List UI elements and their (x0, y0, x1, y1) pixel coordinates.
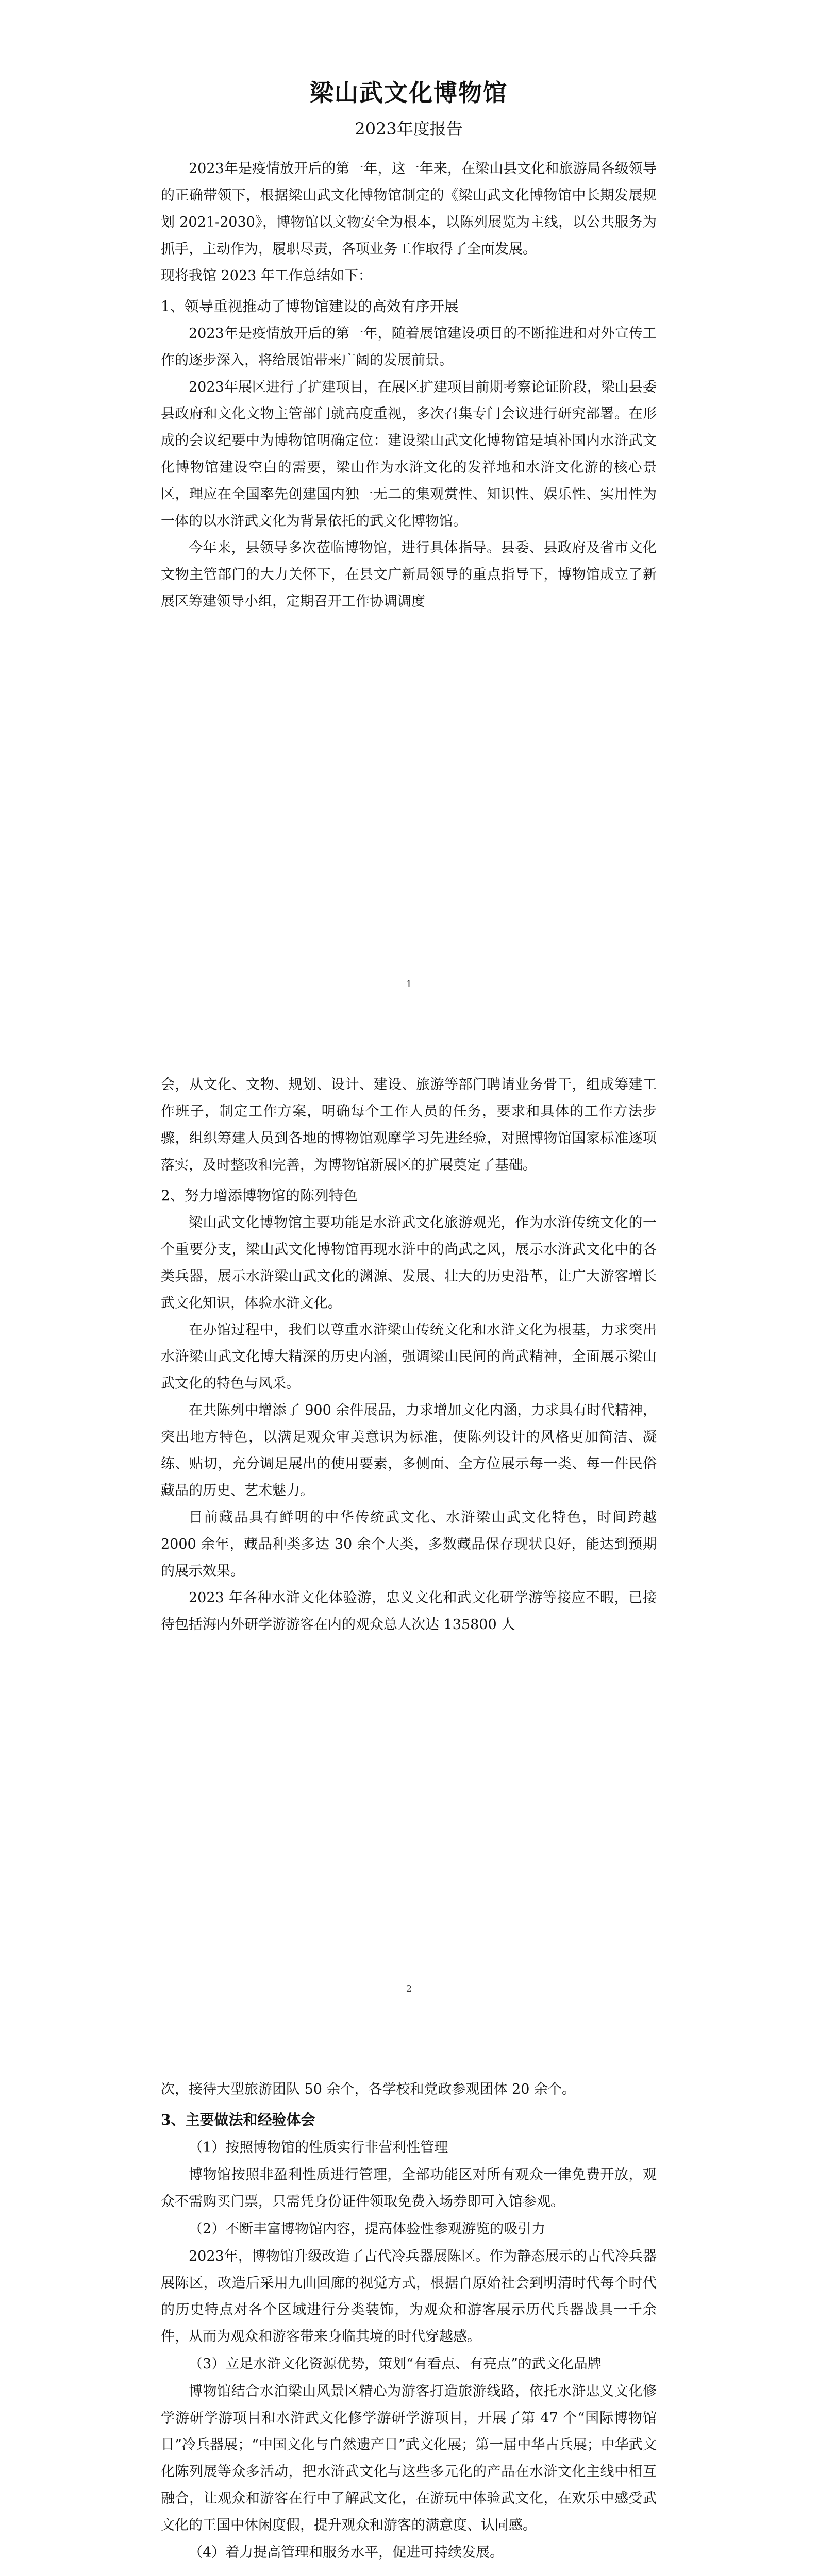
paragraph: 在办馆过程中，我们以尊重水浒梁山传统文化和水浒文化为根基，力求突出水浒梁山武文化博大精深的历史内涵，强调梁山民间的尚武精神，全面展示梁山武文化的特色与风采。 (161, 1322, 657, 1392)
paragraph: 次，接待大型旅游团队 50 余个，各学校和党政参观团体 20 余个。 (161, 2081, 576, 2097)
paragraph: 现将我馆 2023 年工作总结如下： (161, 268, 372, 284)
paragraph: 2023年展区进行了扩建项目，在展区扩建项目前期考察论证阶段，梁山县委县政府和文化文物主管部门就高度重视，多次召集专门会议进行研究部署。在形成的会议纪要中为博物馆明确定位：建设梁山武文化博物馆是填补国内水浒武文化博物馆建设空白的需要，梁山作为水浒文化的发祥地和水浒文化游的核心景区，理应在全国率先创建国内独一无二的集观赏性、知识性、娱乐性、实用性为一体的以水浒武文化为背景依托的武文化博物馆。 (161, 379, 657, 529)
subsection-heading: （1）按照博物馆的性质实行非营利性管理 (189, 2140, 448, 2156)
paragraph: 会，从文化、文物、规划、设计、建设、旅游等部门聘请业务骨干，组成筹建工作班子，制定工作方案，明确每个工作人员的任务，要求和具体的工作方法步骤，组织筹建人员到各地的博物馆观摩学习先进经验，对照博物馆国家标准逐项落实，及时整改和完善，为博物馆新展区的扩展奠定了基础。 (161, 1077, 657, 1173)
paragraph: 2023 年各种水浒文化体验游，忠义文化和武文化研学游等接应不暇，已接待包括海内外研学游游客在内的观众总人次达 135800 人 (161, 1590, 657, 1633)
section-heading: 1、领导重视推动了博物馆建设的高效有序开展 (161, 298, 459, 315)
report-page-3 (0, 2014, 818, 2576)
paragraph: 今年来，县领导多次莅临博物馆，进行具体指导。县委、县政府及省市文化文物主管部门的大力关怀下，在县文广新局领导的重点指导下，博物馆成立了新展区筹建领导小组，定期召开工作协调调度 (161, 540, 657, 609)
paragraph: 2023年是疫情放开后的第一年，随着展馆建设项目的不断推进和对外宣传工作的逐步深入，将给展馆带来广阔的发展前景。 (161, 326, 657, 368)
page-number: 1 (406, 979, 412, 990)
subsection-heading: （4）着力提高管理和服务水平，促进可持续发展。 (189, 2545, 504, 2561)
section-heading: 2、努力增添博物馆的陈列特色 (161, 1187, 358, 1204)
paragraph: 目前藏品具有鲜明的中华传统武文化、水浒梁山武文化特色，时间跨越 2000 余年，藏品种类多达 30 余个大类，多数藏品保存现状良好，能达到预期的展示效果。 (161, 1510, 657, 1579)
paragraph: 博物馆按照非盈利性质进行管理，全部功能区对所有观众一律免费开放，观众不需购买门票，只需凭身份证件领取免费入场券即可入馆参观。 (161, 2167, 657, 2210)
report-page-1 (0, 0, 818, 1010)
paragraph: 博物馆结合水泊梁山风景区精心为游客打造旅游线路，依托水浒忠义文化修学游研学游项目和水浒武文化修学游研学游项目，开展了第 47 个“国际博物馆日”冷兵器展；“中国文化与自然遗产日”武文化展；第一届中华古兵展；中华武文化陈列展等众多活动，把水浒武文化与这些多元化的产品在水浒文化主线中相互融合，让观众和游客在行中了解武文化，在游玩中体验武文化，在欢乐中感受武文化的王国中休闲度假，提升观众和游客的满意度、认同感。 (161, 2383, 657, 2533)
paragraph: 在共陈列中增添了 900 余件展品，力求增加文化内涵，力求具有时代精神，突出地方特色，以满足观众审美意识为标准，使陈列设计的风格更加简洁、凝练、贴切，充分调足展出的使用要素，多侧面、全方位展示每一类、每一件民俗藏品的历史、艺术魅力。 (161, 1402, 657, 1499)
document-subtitle: 2023年度报告 (355, 119, 463, 139)
paragraph: 2023年是疫情放开后的第一年，这一年来，在梁山县文化和旅游局各级领导的正确带领下，根据梁山武文化博物馆制定的《梁山武文化博物馆中长期发展规划 2021-2030》，博物馆以文物安全为根本，以陈列展览为主线，以公共服务为抓手，主动作为，履职尽责，各项业务工作取得了全面发展。 (161, 161, 657, 257)
document-title: 梁山武文化博物馆 (310, 79, 508, 107)
report-page-2 (0, 1010, 818, 2014)
subsection-heading: （3）立足水浒文化资源优势，策划“有看点、有亮点”的武文化品牌 (189, 2356, 602, 2372)
page-1-content (161, 77, 657, 615)
page-3-content (161, 2076, 657, 2567)
page-2-content (161, 1072, 657, 1638)
paragraph: 梁山武文化博物馆主要功能是水浒武文化旅游观光，作为水浒传统文化的一个重要分支，梁山武文化博物馆再现水浒中的尚武之风，展示水浒武文化中的各类兵器，展示水浒梁山武文化的渊源、发展、壮大的历史沿革，让广大游客增长武文化知识，体验水浒文化。 (161, 1215, 657, 1311)
paragraph: 2023年，博物馆升级改造了古代冷兵器展陈区。作为静态展示的古代冷兵器展陈区，改造后采用九曲回廊的视觉方式，根据自原始社会到明清时代每个时代的历史特点对各个区域进行分类装饰，为观众和游客展示历代兵器战具一千余件，从而为观众和游客带来身临其境的时代穿越感。 (161, 2248, 657, 2345)
section-heading: 3、主要做法和经验体会 (161, 2111, 315, 2128)
page-number: 2 (406, 1984, 412, 1994)
subsection-heading: （2）不断丰富博物馆内容，提高体验性参观游览的吸引力 (189, 2221, 546, 2237)
